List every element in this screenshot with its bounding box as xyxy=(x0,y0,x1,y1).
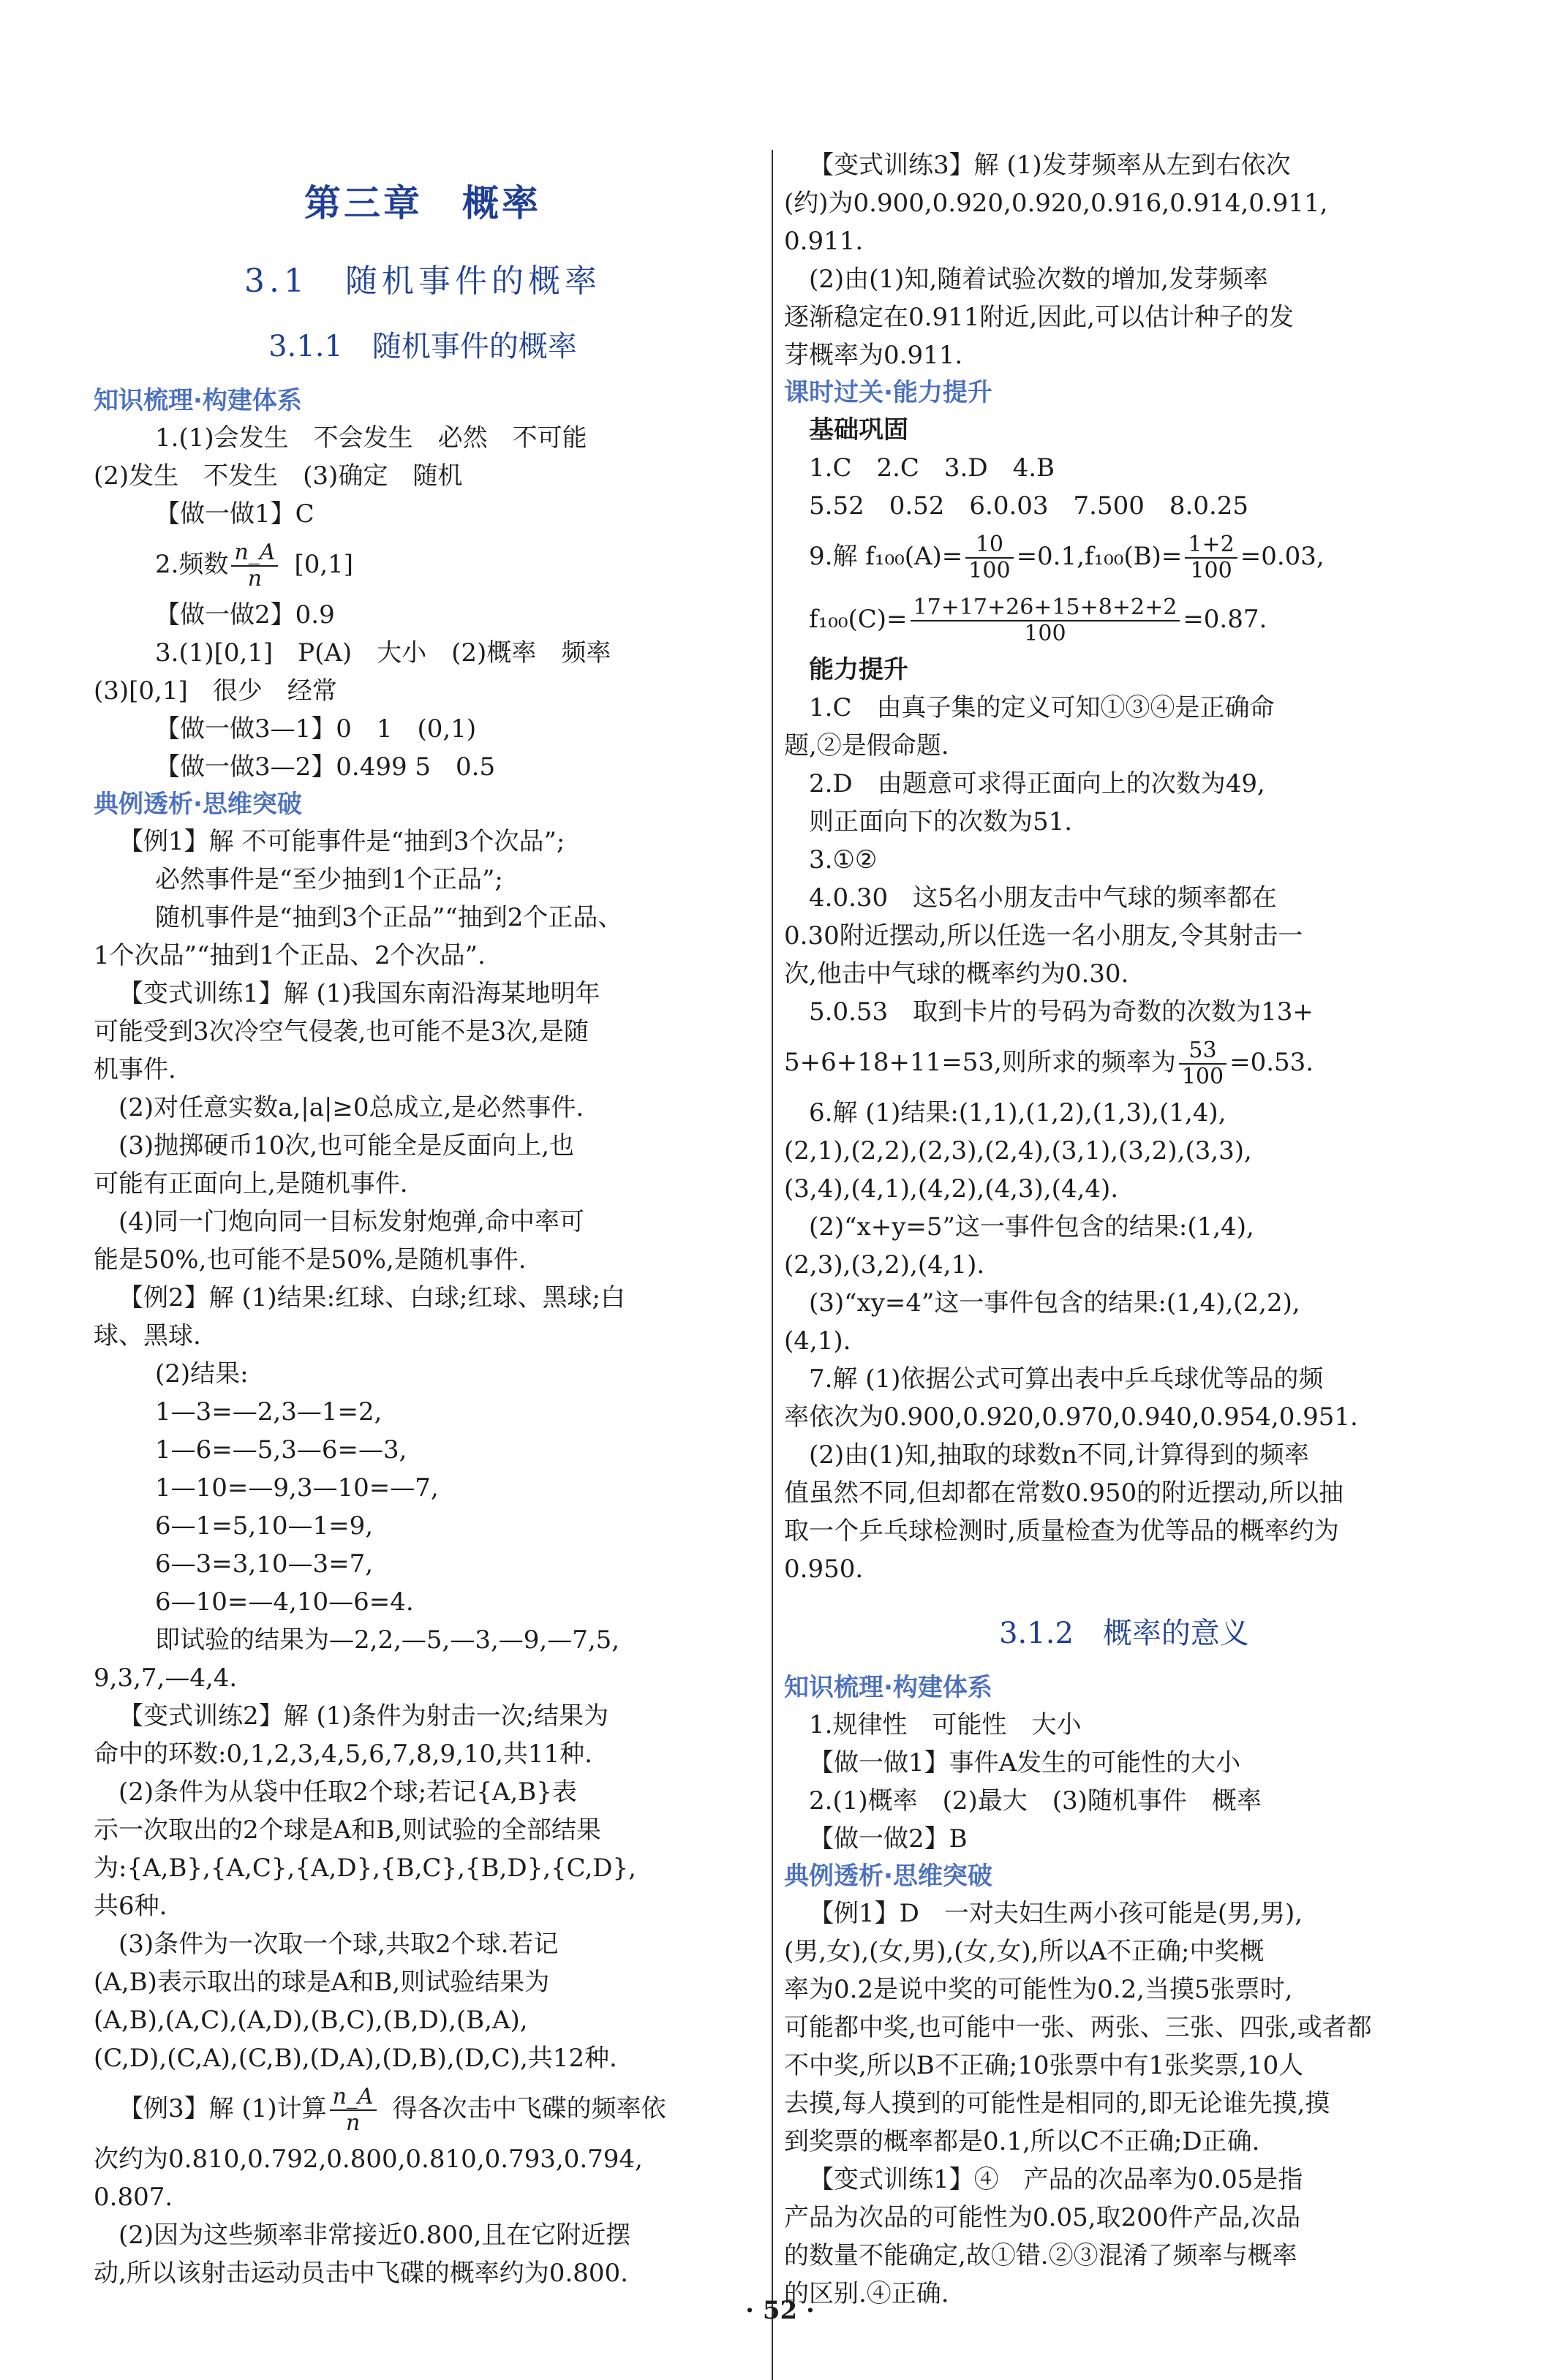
fraction-line-pre: 【例3】解 (1)计算 xyxy=(118,2094,327,2123)
text-line: 6—10=—4,10—6=4. xyxy=(155,1587,414,1617)
text-line: (2)由(1)知,随着试验次数的增加,发芽频率 xyxy=(809,265,1268,294)
left-text-block xyxy=(94,382,752,2292)
text-line: 动,所以该射击运动员击中飞碟的概率约为0.800. xyxy=(94,2259,628,2288)
text-line: (2)由(1)知,抽取的球数n不同,计算得到的频率 xyxy=(809,1440,1309,1470)
text-line: 6—3=3,10—3=7, xyxy=(155,1549,374,1579)
text-line: 6—1=5,10—1=9, xyxy=(155,1511,374,1541)
text-line: 1.(1)会发生 不会发生 必然 不可能 xyxy=(155,423,587,453)
text-line: 0.30附近摆动,所以任选一名小朋友,令其射击一 xyxy=(784,921,1303,951)
text-line: 命中的环数:0,1,2,3,4,5,6,7,8,9,10,共11种. xyxy=(94,1739,592,1769)
fraction-numerator: n_A xyxy=(231,540,278,567)
text-line: 【变式训练1】解 (1)我国东南沿海某地明年 xyxy=(118,979,600,1008)
text-line: 可能有正面向上,是随机事件. xyxy=(94,1169,408,1198)
text-line: (2)条件为从袋中任取2个球;若记{A,B}表 xyxy=(118,1778,577,1807)
text-line: (3)条件为一次取一个球,共取2个球.若记 xyxy=(118,1930,559,1959)
eq5-pre: 5+6+18+11=53,则所求的频率为 xyxy=(784,1048,1176,1077)
text-line: (2)“x+y=5”这一事件包含的结果:(1,4), xyxy=(809,1212,1254,1242)
text-line: 【例1】解 不可能事件是“抽到3个次品”; xyxy=(118,827,565,856)
text-line: 示一次取出的2个球是A和B,则试验的全部结果 xyxy=(94,1816,601,1845)
text-line: (4,1). xyxy=(784,1326,851,1356)
text-line: 可能受到3次冷空气侵袭,也可能不是3次,是随 xyxy=(94,1017,589,1046)
text-line: 9,3,7,—4,4. xyxy=(94,1663,238,1693)
text-line: 值虽然不同,但却都在常数0.950的附近摆动,所以抽 xyxy=(784,1478,1344,1508)
text-line: (3,4),(4,1),(4,2),(4,3),(4,4). xyxy=(784,1174,1119,1204)
text-line: 可能都中奖,也可能中一张、两张、三张、四张,或者都 xyxy=(784,2013,1372,2042)
text-line: 0.911. xyxy=(784,227,864,256)
text-line: 【例1】D 一对夫妇生两小孩可能是(男,男), xyxy=(809,1899,1303,1928)
right-text-bottom xyxy=(784,1094,1464,1588)
text-line: 则正面向下的次数为51. xyxy=(809,807,1073,836)
section-header: 知识梳理·构建体系 xyxy=(94,386,302,415)
text-line: 不中奖,所以B不正确;10张票中有1张奖票,10人 xyxy=(784,2051,1304,2080)
text-line: (男,女),(女,男),(女,女),所以A不正确;中奖概 xyxy=(784,1937,1265,1966)
eq9b-frac-den: 100 xyxy=(1024,621,1066,646)
text-line: 取一个乒乓球检测时,质量检查为优等品的概率约为 xyxy=(784,1516,1339,1546)
text-line: (4)同一门炮向同一目标发射炮弹,命中率可 xyxy=(118,1207,584,1236)
text-line: 0.950. xyxy=(784,1554,864,1584)
right-column xyxy=(784,146,1464,2313)
text-line: 即试验的结果为—2,2,—5,—3,—9,—7,5, xyxy=(155,1625,620,1655)
left-column xyxy=(94,146,752,2292)
right-text-last xyxy=(784,1669,1464,2313)
eq5-post: =0.53. xyxy=(1229,1048,1314,1077)
text-line: 率为0.2是说中奖的可能性为0.2,当摸5张票时, xyxy=(784,1975,1293,2004)
fraction-line-post: 得各次击中飞碟的频率依 xyxy=(392,2094,666,2123)
eq9-frac-b-num: 1+2 xyxy=(1185,532,1237,559)
eq9-frac-a-den: 100 xyxy=(968,558,1011,583)
text-line: (2)对任意实数a,|a|≥0总成立,是必然事件. xyxy=(118,1093,584,1122)
subsection-title-2: 3.1.2 概率的意义 xyxy=(999,1617,1249,1650)
subheading: 基础巩固 xyxy=(809,415,908,445)
text-line: 必然事件是“至少抽到1个正品”; xyxy=(155,865,503,894)
text-line: 1—10=—9,3—10=—7, xyxy=(155,1473,439,1503)
text-line: 【做一做2】B xyxy=(809,1824,968,1854)
text-line: 4.0.30 这5名小朋友击中气球的频率都在 xyxy=(809,883,1277,913)
text-line: 机事件. xyxy=(94,1055,176,1084)
fraction-line-pre: 2.频数 xyxy=(155,550,229,579)
text-line: 率依次为0.900,0.920,0.970,0.940,0.954,0.951. xyxy=(784,1402,1358,1432)
text-line: 去摸,每人摸到的可能性是相同的,即无论谁先摸,摸 xyxy=(784,2089,1330,2118)
eq9-mid: =0.1,f₁₀₀(B)= xyxy=(1016,542,1183,571)
text-line: 【做一做3—2】0.499 5 0.5 xyxy=(155,752,496,782)
section-header: 知识梳理·构建体系 xyxy=(784,1673,992,1702)
page-number: · 52 · xyxy=(745,2296,815,2325)
text-line: 【做一做2】0.9 xyxy=(155,600,335,630)
chapter-title: 第三章 概率 xyxy=(304,181,541,224)
text-line: 【做一做1】C xyxy=(155,499,314,529)
text-line: 1—6=—5,3—6=—3, xyxy=(155,1435,407,1465)
text-line: 球、黑球. xyxy=(94,1321,201,1350)
fraction-denominator: n xyxy=(247,566,263,592)
text-line: 1.C 2.C 3.D 4.B xyxy=(809,453,1055,483)
text-line: 3.(1)[0,1] P(A) 大小 (2)概率 频率 xyxy=(155,638,611,668)
eq9b-frac-num: 17+17+26+15+8+2+2 xyxy=(911,595,1180,622)
text-line: 【做一做3—1】0 1 (0,1) xyxy=(155,714,477,744)
text-line: 随机事件是“抽到3个正品”“抽到2个正品、 xyxy=(155,903,623,932)
text-line: 1个次品”“抽到1个正品、2个次品”. xyxy=(94,941,486,970)
text-line: (2)结果: xyxy=(155,1359,249,1389)
eq9b-pre: f₁₀₀(C)= xyxy=(809,605,908,634)
section-header: 典例透析·思维突破 xyxy=(94,790,302,819)
right-text-mid xyxy=(784,651,1464,1031)
text-line: 共6种. xyxy=(94,1892,167,1921)
text-line: 5.0.53 取到卡片的号码为奇数的次数为13+ xyxy=(809,997,1314,1027)
text-line: 题,②是假命题. xyxy=(784,731,949,760)
text-line: 产品为次品的可能性为0.05,取200件产品,次品 xyxy=(784,2203,1301,2232)
text-line: 1.规律性 可能性 大小 xyxy=(809,1710,1082,1739)
text-line: 0.807. xyxy=(94,2183,173,2212)
eq5-frac-den: 100 xyxy=(1181,1064,1224,1089)
text-line: 5.52 0.52 6.0.03 7.500 8.0.25 xyxy=(809,491,1249,521)
text-line: 的数量不能确定,故①错.②③混淆了频率与概率 xyxy=(784,2241,1297,2270)
text-line: (3)“xy=4”这一事件包含的结果:(1,4),(2,2), xyxy=(809,1288,1300,1318)
text-line: 6.解 (1)结果:(1,1),(1,2),(1,3),(1,4), xyxy=(809,1098,1226,1127)
text-line: 的区别.④正确. xyxy=(784,2279,949,2308)
eq5-frac xyxy=(1179,1038,1226,1089)
text-line: (3)[0,1] 很少 经常 xyxy=(94,676,337,706)
fraction-line xyxy=(94,533,752,596)
text-line: (2)发生 不发生 (3)确定 随机 xyxy=(94,461,463,491)
eq9-frac-b xyxy=(1185,532,1237,583)
eq9b-frac xyxy=(911,595,1180,646)
text-line: 逐渐稳定在0.911附近,因此,可以估计种子的发 xyxy=(784,303,1294,332)
equation-9 xyxy=(784,525,1464,588)
fraction-denominator: n xyxy=(345,2110,361,2136)
text-line: 【变式训练2】解 (1)条件为射击一次;结果为 xyxy=(118,1701,609,1731)
text-line: 1.C 由真子集的定义可知①③④是正确命 xyxy=(809,693,1275,722)
eq9-frac-b-den: 100 xyxy=(1190,558,1232,583)
column-divider xyxy=(772,150,773,2380)
fraction-numerator: n_A xyxy=(330,2085,377,2111)
text-line: (2,3),(3,2),(4,1). xyxy=(784,1250,985,1280)
section-header: 典例透析·思维突破 xyxy=(784,1862,992,1891)
text-line: 【做一做1】事件A发生的可能性的大小 xyxy=(809,1748,1241,1778)
section-title: 3.1 随机事件的概率 xyxy=(244,262,601,300)
text-line: (3)抛掷硬币10次,也可能全是反面向上,也 xyxy=(118,1131,575,1160)
eq9-pre: 9.解 f₁₀₀(A)= xyxy=(809,542,963,571)
text-line: (约)为0.900,0.920,0.920,0.916,0.914,0.911, xyxy=(784,189,1328,218)
text-line: 2.(1)概率 (2)最大 (3)随机事件 概率 xyxy=(809,1786,1262,1816)
eq9-frac-a xyxy=(965,532,1013,583)
text-line: 次,他击中气球的概率约为0.30. xyxy=(784,959,1129,989)
fraction-line xyxy=(94,2077,752,2140)
equation-5 xyxy=(784,1031,1464,1094)
eq9-post: =0.03, xyxy=(1240,542,1325,571)
fraction-line-post: [0,1] xyxy=(294,550,354,579)
fraction xyxy=(231,540,278,592)
eq9-frac-a-num: 10 xyxy=(965,532,1013,559)
text-line: (A,B),(A,C),(A,D),(B,C),(B,D),(B,A), xyxy=(94,2006,528,2035)
text-line: 能是50%,也可能不是50%,是随机事件. xyxy=(94,1245,527,1274)
text-line: 7.解 (1)依据公式可算出表中乒乓球优等品的频 xyxy=(809,1364,1324,1394)
text-line: 【变式训练1】④ 产品的次品率为0.05是指 xyxy=(809,2165,1303,2194)
subsection-title: 3.1.1 随机事件的概率 xyxy=(268,330,577,363)
text-line: (C,D),(C,A),(C,B),(D,A),(D,B),(D,C),共12种. xyxy=(94,2044,617,2073)
text-line: 【例2】解 (1)结果:红球、白球;红球、黑球;白 xyxy=(118,1283,625,1312)
text-line: (2)因为这些频率非常接近0.800,且在它附近摆 xyxy=(118,2221,631,2250)
eq9b-post: =0.87. xyxy=(1183,605,1267,634)
equation-9b xyxy=(784,588,1464,651)
subheading: 能力提升 xyxy=(809,655,908,684)
text-line: 【变式训练3】解 (1)发芽频率从左到右依次 xyxy=(809,151,1291,180)
text-line: 1—3=—2,3—1=2, xyxy=(155,1397,383,1427)
text-line: 次约为0.810,0.792,0.800,0.810,0.793,0.794, xyxy=(94,2145,643,2174)
text-line: (A,B)表示取出的球是A和B,则试验结果为 xyxy=(94,1968,550,1997)
section-header: 课时过关·能力提升 xyxy=(784,378,992,407)
text-line: (2,1),(2,2),(2,3),(2,4),(3,1),(3,2),(3,3), xyxy=(784,1136,1252,1166)
text-line: 3.①② xyxy=(809,845,878,874)
text-line: 芽概率为0.911. xyxy=(784,341,963,370)
text-line: 为:{A,B},{A,C},{A,D},{B,C},{B,D},{C,D}, xyxy=(94,1854,636,1883)
right-text-top xyxy=(784,146,1464,525)
eq5-frac-num: 53 xyxy=(1179,1038,1226,1065)
text-line: 2.D 由题意可求得正面向上的次数为49, xyxy=(809,769,1265,798)
fraction xyxy=(330,2085,377,2136)
text-line: 到奖票的概率都是0.1,所以C不正确;D正确. xyxy=(784,2127,1260,2156)
